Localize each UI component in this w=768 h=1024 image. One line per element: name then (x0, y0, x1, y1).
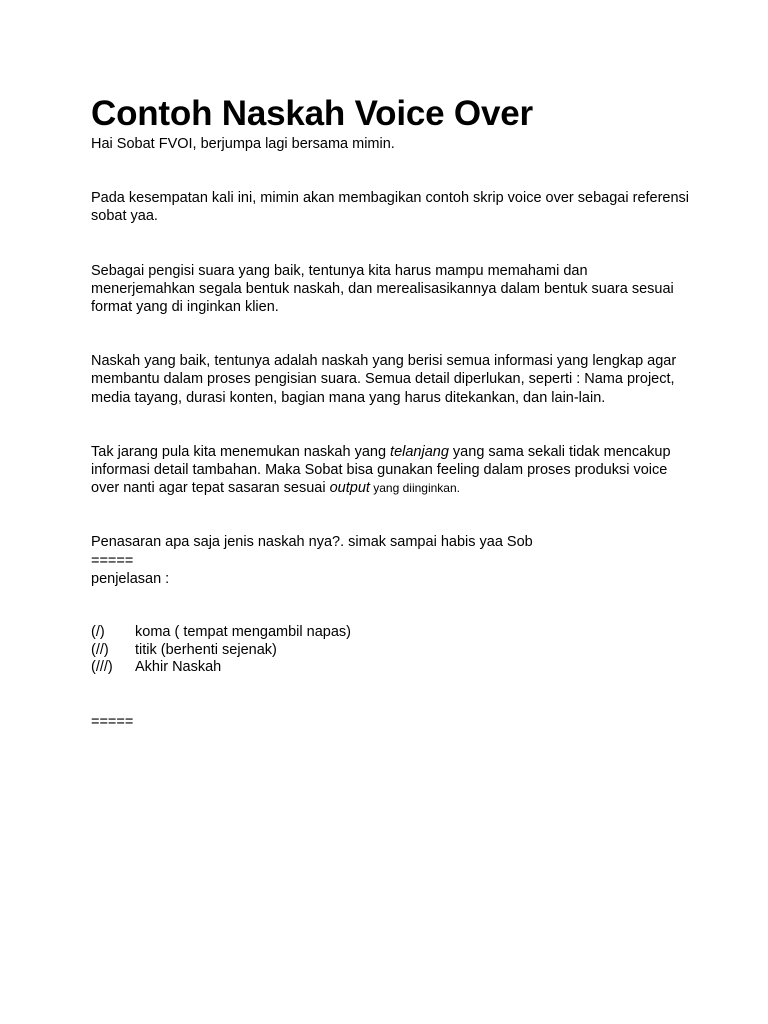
closing-separator: ===== (91, 713, 134, 730)
paragraph-4-text-1: Tak jarang pula kita menemukan naskah yang (91, 443, 391, 460)
separator-line: ===== (91, 552, 134, 569)
paragraph-4-italic-telanjang: telanjang (390, 443, 449, 460)
explanation-block (91, 533, 691, 588)
paragraph-4-text-2: yang sama sekali tidak mencakup informasi detail tambahan. Maka Sobat bisa gunakan feeling dalam proses produksi voice over nanti agar tepat sasaran sesuai (91, 443, 671, 497)
document-page (91, 94, 691, 731)
legend-symbol: (//) (91, 641, 109, 658)
document-title: Contoh Naskah Voice Over (91, 94, 533, 133)
paragraph-5: Penasaran apa saja jenis naskah nya?. simak sampai habis yaa Sob (91, 534, 533, 551)
intro-text: Hai Sobat FVOI, berjumpa lagi bersama mimin. (91, 136, 395, 152)
legend-meaning: koma ( tempat mengambil napas) (135, 624, 351, 641)
paragraph-4 (91, 443, 691, 498)
legend-row (91, 642, 691, 660)
legend-row (91, 624, 691, 642)
paragraph-4-text-3: yang diinginkan. (369, 481, 460, 496)
paragraph-1: Pada kesempatan kali ini, mimin akan membagikan contoh skrip voice over sebagai referensi sobat yaa. (91, 190, 690, 225)
explanation-label: penjelasan : (91, 570, 170, 587)
legend-meaning: titik (berhenti sejenak) (135, 641, 277, 658)
paragraph-3: Naskah yang baik, tentunya adalah naskah yang berisi semua informasi yang lengkap agar membantu dalam proses pengisian suara. Semua detail diperlukan, seperti : Nama project, media tayang, durasi konten, bagian mana yang harus ditekankan, dan lain-lain. (91, 353, 677, 406)
paragraph-2: Sebagai pengisi suara yang baik, tentunya kita harus mampu memahami dan menerjemahkan segala bentuk naskah, dan merealisasikannya dalam bentuk suara sesuai format yang di inginkan klien. (91, 262, 674, 316)
legend-symbol: (///) (91, 659, 113, 676)
legend-row (91, 659, 691, 677)
legend-meaning: Akhir Naskah (135, 659, 222, 676)
legend-list (91, 624, 691, 677)
paragraph-4-italic-output: output (329, 480, 370, 497)
legend-symbol: (/) (91, 624, 105, 641)
